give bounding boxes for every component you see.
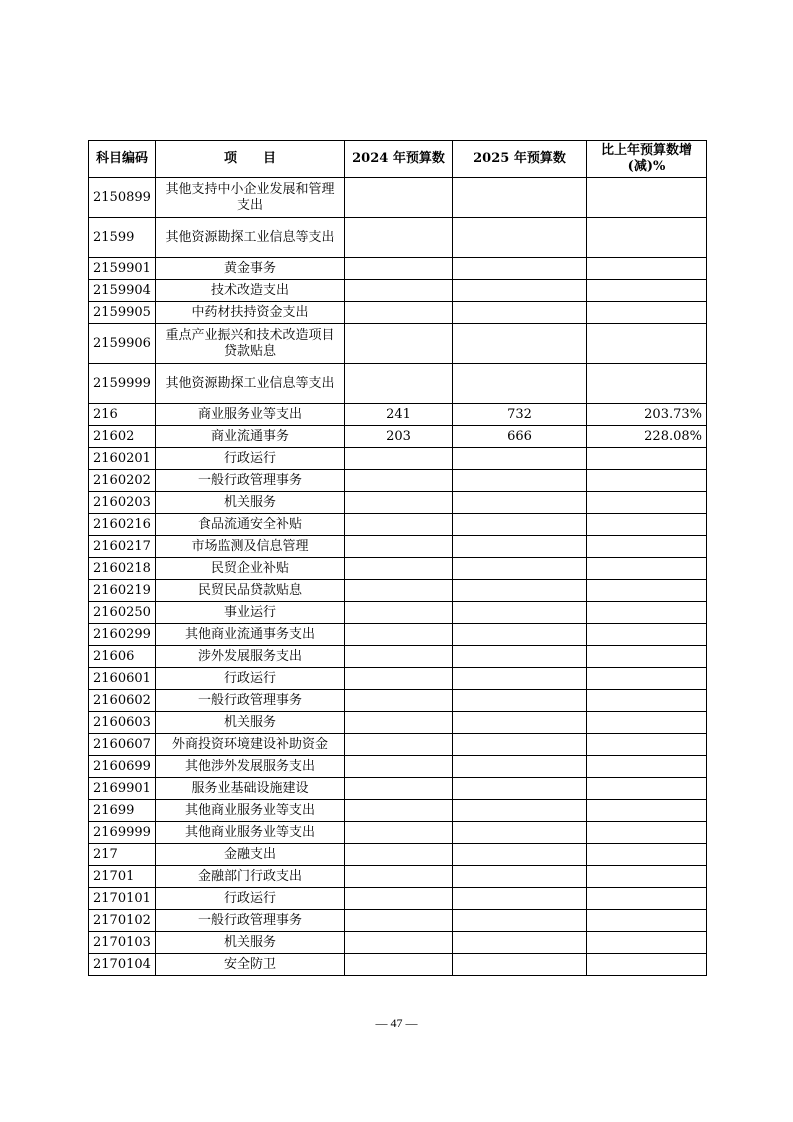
cell-budget-2024 [345, 734, 453, 756]
cell-change [587, 470, 707, 492]
cell-code: 21599 [89, 218, 156, 258]
cell-budget-2025 [453, 580, 587, 602]
table-row [89, 822, 707, 844]
table-row [89, 218, 707, 258]
cell-code: 2159904 [89, 280, 156, 302]
cell-budget-2024 [345, 602, 453, 624]
cell-budget-2025 [453, 178, 587, 218]
cell-budget-2025 [453, 756, 587, 778]
cell-budget-2025 [453, 558, 587, 580]
cell-code: 2159901 [89, 258, 156, 280]
cell-name: 行政运行 [156, 888, 345, 910]
cell-code: 21606 [89, 646, 156, 668]
table-row [89, 646, 707, 668]
cell-change [587, 778, 707, 800]
cell-budget-2024 [345, 712, 453, 734]
cell-code: 2160250 [89, 602, 156, 624]
cell-budget-2025 [453, 492, 587, 514]
cell-code: 21602 [89, 426, 156, 448]
cell-code: 2160218 [89, 558, 156, 580]
cell-code: 2160699 [89, 756, 156, 778]
cell-name: 市场监测及信息管理 [156, 536, 345, 558]
cell-name: 安全防卫 [156, 954, 345, 976]
cell-budget-2024 [345, 258, 453, 280]
table-row [89, 302, 707, 324]
table-row [89, 536, 707, 558]
cell-budget-2025 [453, 448, 587, 470]
table-row [89, 624, 707, 646]
cell-change [587, 844, 707, 866]
cell-budget-2024 [345, 800, 453, 822]
cell-budget-2024 [345, 668, 453, 690]
cell-name: 食品流通安全补贴 [156, 514, 345, 536]
cell-budget-2024: 241 [345, 404, 453, 426]
header-code: 科目编码 [89, 141, 156, 178]
cell-change [587, 690, 707, 712]
table-body [89, 178, 707, 976]
cell-change [587, 800, 707, 822]
cell-name: 民贸民品贷款贴息 [156, 580, 345, 602]
cell-code: 2170102 [89, 910, 156, 932]
cell-name: 服务业基础设施建设 [156, 778, 345, 800]
cell-code: 2169901 [89, 778, 156, 800]
cell-budget-2025: 666 [453, 426, 587, 448]
cell-name: 事业运行 [156, 602, 345, 624]
cell-name: 一般行政管理事务 [156, 910, 345, 932]
cell-name: 重点产业振兴和技术改造项目贷款贴息 [156, 324, 345, 364]
cell-change [587, 866, 707, 888]
cell-name: 其他商业流通事务支出 [156, 624, 345, 646]
cell-name: 技术改造支出 [156, 280, 345, 302]
cell-code: 2160219 [89, 580, 156, 602]
cell-code: 2169999 [89, 822, 156, 844]
budget-table [88, 140, 707, 976]
table-row [89, 734, 707, 756]
cell-code: 2160299 [89, 624, 156, 646]
cell-budget-2024 [345, 536, 453, 558]
cell-budget-2024 [345, 364, 453, 404]
cell-budget-2025 [453, 910, 587, 932]
cell-code: 2160217 [89, 536, 156, 558]
cell-change [587, 888, 707, 910]
cell-budget-2024 [345, 844, 453, 866]
header-row [89, 141, 707, 178]
cell-budget-2024 [345, 514, 453, 536]
cell-code: 216 [89, 404, 156, 426]
cell-name: 涉外发展服务支出 [156, 646, 345, 668]
cell-budget-2024 [345, 280, 453, 302]
cell-budget-2024 [345, 778, 453, 800]
cell-budget-2025 [453, 470, 587, 492]
cell-change [587, 712, 707, 734]
cell-budget-2025 [453, 646, 587, 668]
cell-code: 2170104 [89, 954, 156, 976]
cell-budget-2024 [345, 866, 453, 888]
cell-name: 一般行政管理事务 [156, 470, 345, 492]
header-name: 项 目 [156, 141, 345, 178]
cell-change [587, 178, 707, 218]
cell-budget-2025 [453, 866, 587, 888]
cell-budget-2024 [345, 624, 453, 646]
cell-name: 其他支持中小企业发展和管理支出 [156, 178, 345, 218]
cell-change [587, 302, 707, 324]
table-row [89, 932, 707, 954]
cell-budget-2025 [453, 302, 587, 324]
cell-change [587, 558, 707, 580]
cell-code: 2160202 [89, 470, 156, 492]
cell-budget-2025 [453, 932, 587, 954]
cell-change [587, 756, 707, 778]
cell-budget-2025 [453, 844, 587, 866]
cell-change [587, 668, 707, 690]
cell-change [587, 258, 707, 280]
cell-name: 机关服务 [156, 932, 345, 954]
cell-budget-2025 [453, 602, 587, 624]
cell-budget-2025 [453, 734, 587, 756]
cell-budget-2024 [345, 888, 453, 910]
cell-budget-2025 [453, 690, 587, 712]
cell-change: 203.73% [587, 404, 707, 426]
budget-table-container [88, 140, 707, 976]
cell-budget-2024 [345, 932, 453, 954]
cell-change [587, 218, 707, 258]
cell-name: 其他涉外发展服务支出 [156, 756, 345, 778]
table-row [89, 910, 707, 932]
cell-code: 2160216 [89, 514, 156, 536]
cell-budget-2024 [345, 470, 453, 492]
cell-name: 金融支出 [156, 844, 345, 866]
page-number: — 47 — [375, 1016, 418, 1030]
cell-budget-2024 [345, 690, 453, 712]
cell-budget-2024 [345, 302, 453, 324]
table-row [89, 178, 707, 218]
cell-code: 2159905 [89, 302, 156, 324]
table-row [89, 258, 707, 280]
table-header [89, 141, 707, 178]
cell-code: 2159906 [89, 324, 156, 364]
table-row [89, 492, 707, 514]
table-row [89, 954, 707, 976]
cell-name: 机关服务 [156, 492, 345, 514]
cell-budget-2025: 732 [453, 404, 587, 426]
cell-budget-2024 [345, 178, 453, 218]
cell-name: 黄金事务 [156, 258, 345, 280]
cell-change [587, 280, 707, 302]
table-row [89, 426, 707, 448]
cell-code: 2160603 [89, 712, 156, 734]
cell-code: 2160203 [89, 492, 156, 514]
table-row [89, 580, 707, 602]
cell-code: 2170101 [89, 888, 156, 910]
cell-budget-2024 [345, 910, 453, 932]
cell-budget-2025 [453, 778, 587, 800]
table-row [89, 324, 707, 364]
cell-budget-2025 [453, 712, 587, 734]
cell-budget-2024 [345, 822, 453, 844]
table-row [89, 470, 707, 492]
cell-change [587, 910, 707, 932]
cell-budget-2024 [345, 558, 453, 580]
cell-budget-2025 [453, 954, 587, 976]
cell-name: 行政运行 [156, 448, 345, 470]
cell-change [587, 602, 707, 624]
cell-code: 2160602 [89, 690, 156, 712]
cell-change [587, 822, 707, 844]
table-row [89, 844, 707, 866]
table-row [89, 800, 707, 822]
cell-budget-2025 [453, 258, 587, 280]
cell-code: 21699 [89, 800, 156, 822]
cell-name: 其他资源勘探工业信息等支出 [156, 218, 345, 258]
table-row [89, 668, 707, 690]
cell-budget-2025 [453, 514, 587, 536]
cell-budget-2025 [453, 800, 587, 822]
cell-code: 2160601 [89, 668, 156, 690]
cell-budget-2024 [345, 492, 453, 514]
cell-name: 中药材扶持资金支出 [156, 302, 345, 324]
table-row [89, 364, 707, 404]
cell-budget-2024: 203 [345, 426, 453, 448]
cell-budget-2024 [345, 646, 453, 668]
cell-change [587, 932, 707, 954]
cell-code: 2160607 [89, 734, 156, 756]
cell-change [587, 536, 707, 558]
cell-name: 其他商业服务业等支出 [156, 822, 345, 844]
cell-code: 2170103 [89, 932, 156, 954]
cell-name: 其他资源勘探工业信息等支出 [156, 364, 345, 404]
cell-change [587, 364, 707, 404]
table-row [89, 280, 707, 302]
table-row [89, 558, 707, 580]
cell-budget-2025 [453, 364, 587, 404]
cell-budget-2024 [345, 756, 453, 778]
table-row [89, 514, 707, 536]
cell-budget-2025 [453, 280, 587, 302]
cell-change [587, 324, 707, 364]
table-row [89, 888, 707, 910]
cell-change [587, 624, 707, 646]
cell-code: 2160201 [89, 448, 156, 470]
cell-code: 2159999 [89, 364, 156, 404]
table-row [89, 602, 707, 624]
cell-budget-2024 [345, 954, 453, 976]
cell-change [587, 646, 707, 668]
cell-change [587, 514, 707, 536]
cell-change [587, 492, 707, 514]
cell-budget-2024 [345, 218, 453, 258]
cell-code: 217 [89, 844, 156, 866]
cell-change [587, 580, 707, 602]
cell-name: 商业服务业等支出 [156, 404, 345, 426]
cell-budget-2025 [453, 668, 587, 690]
table-row [89, 778, 707, 800]
cell-change [587, 954, 707, 976]
cell-name: 行政运行 [156, 668, 345, 690]
header-change: 比上年预算数增(减)% [587, 141, 707, 178]
table-row [89, 448, 707, 470]
cell-budget-2025 [453, 218, 587, 258]
cell-budget-2025 [453, 324, 587, 364]
cell-name: 民贸企业补贴 [156, 558, 345, 580]
cell-code: 2150899 [89, 178, 156, 218]
table-row [89, 690, 707, 712]
table-row [89, 756, 707, 778]
header-budget-2024: 2024 年预算数 [345, 141, 453, 178]
cell-budget-2024 [345, 580, 453, 602]
cell-budget-2024 [345, 448, 453, 470]
cell-change [587, 448, 707, 470]
cell-name: 商业流通事务 [156, 426, 345, 448]
table-row [89, 404, 707, 426]
cell-budget-2025 [453, 536, 587, 558]
table-row [89, 866, 707, 888]
cell-code: 21701 [89, 866, 156, 888]
cell-change [587, 734, 707, 756]
cell-budget-2025 [453, 624, 587, 646]
header-budget-2025: 2025 年预算数 [453, 141, 587, 178]
cell-name: 一般行政管理事务 [156, 690, 345, 712]
cell-name: 金融部门行政支出 [156, 866, 345, 888]
cell-name: 外商投资环境建设补助资金 [156, 734, 345, 756]
table-row [89, 712, 707, 734]
cell-change: 228.08% [587, 426, 707, 448]
cell-budget-2024 [345, 324, 453, 364]
cell-name: 其他商业服务业等支出 [156, 800, 345, 822]
cell-name: 机关服务 [156, 712, 345, 734]
cell-budget-2025 [453, 888, 587, 910]
cell-budget-2025 [453, 822, 587, 844]
